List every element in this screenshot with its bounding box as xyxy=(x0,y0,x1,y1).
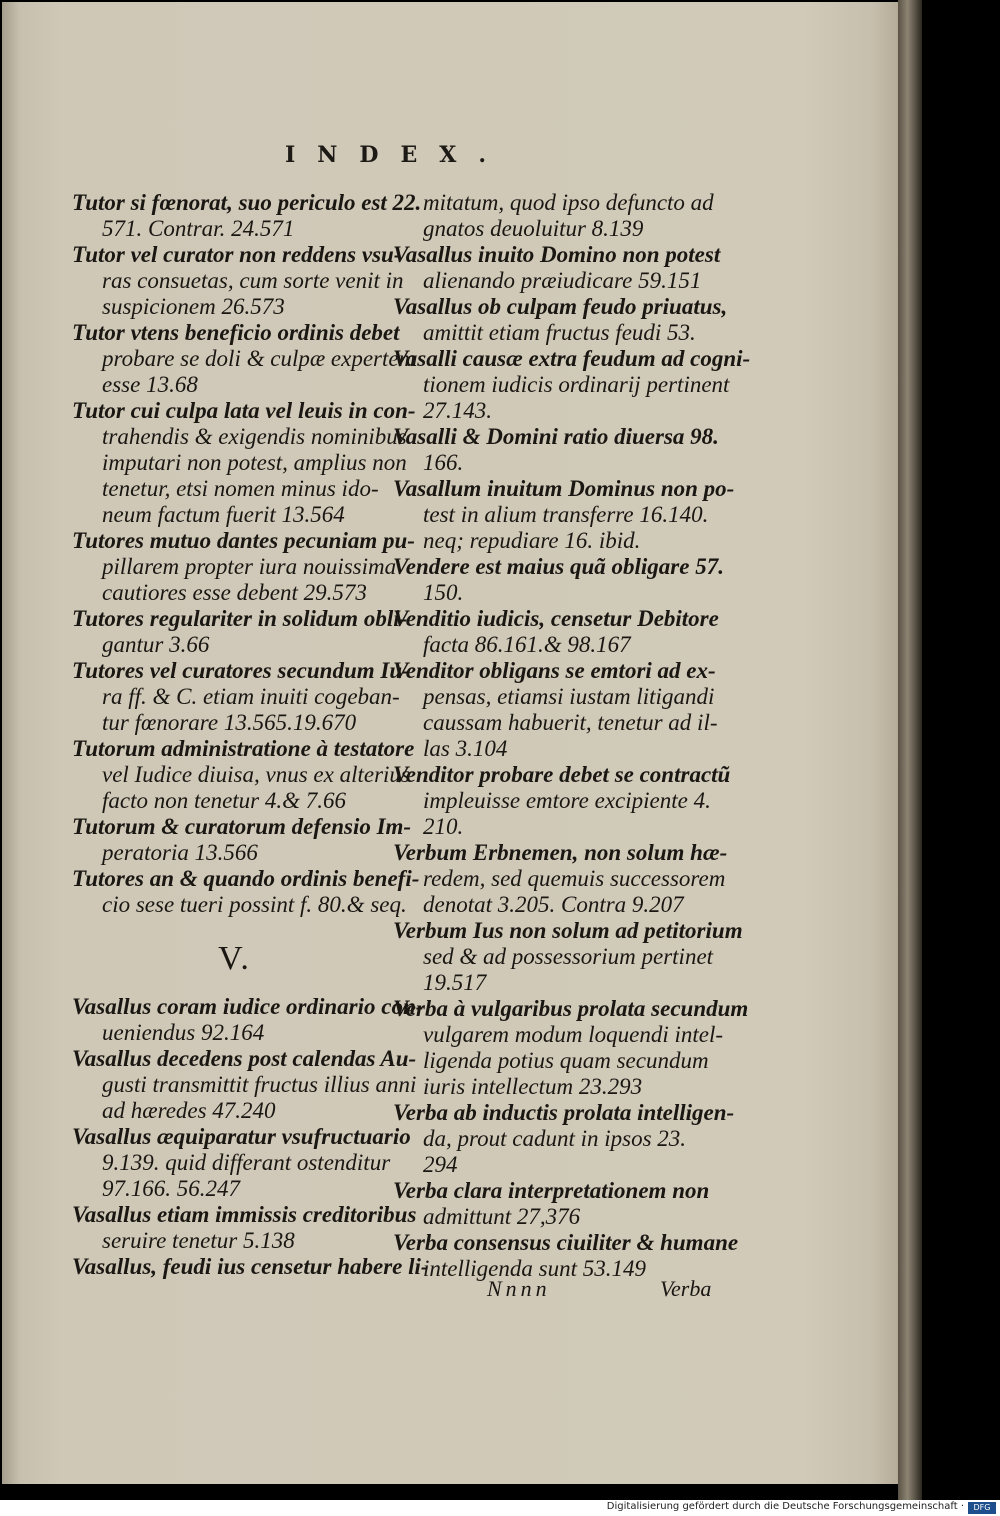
entry-line: 294 xyxy=(423,1152,458,1177)
section-letter: V. xyxy=(218,940,251,977)
entry-line: seruire tenetur 5.138 xyxy=(102,1228,295,1253)
right-entries xyxy=(393,190,751,1282)
index-entry xyxy=(72,1046,417,1124)
entry-line: cautiores esse debent 29.573 xyxy=(102,580,367,605)
entry-line: Verbum Ius non solum ad petitorium xyxy=(393,918,743,943)
index-entry xyxy=(72,606,408,658)
entry-line: neq; repudiare 16. ibid. xyxy=(423,528,641,553)
entry-line: esse 13.68 xyxy=(102,372,198,397)
footer-bar xyxy=(0,1500,1000,1516)
index-entry xyxy=(393,658,718,762)
entry-line: denotat 3.205. Contra 9.207 xyxy=(423,892,684,917)
index-entry xyxy=(72,736,415,814)
entry-line: Verba ab inductis prolata intelligen- xyxy=(393,1100,735,1125)
index-entry xyxy=(393,242,721,294)
index-entry xyxy=(393,424,719,476)
page-edge xyxy=(898,0,922,1500)
index-entry xyxy=(72,320,416,398)
entry-line: probare se doli & culpæ expertem xyxy=(102,346,416,371)
index-entry xyxy=(72,994,424,1046)
index-entry xyxy=(72,814,412,866)
entry-line: Tutores an & quando ordinis benefi- xyxy=(72,866,420,891)
entry-line: neum factum fuerit 13.564 xyxy=(102,502,345,527)
index-entry xyxy=(72,398,416,528)
entry-line: 210. xyxy=(423,814,464,839)
entry-line: Vasallus æquiparatur vsufructuario xyxy=(72,1124,411,1149)
entry-line: sed & ad possessorium pertinet xyxy=(423,944,714,969)
entry-line: Tutor vtens beneficio ordinis debet xyxy=(72,320,400,345)
entry-line: 9.139. quid differant ostenditur xyxy=(102,1150,391,1175)
entry-line: ras consuetas, cum sorte venit in xyxy=(102,268,404,293)
entry-line: trahendis & exigendis nominibus xyxy=(102,424,407,449)
index-entry xyxy=(393,1230,739,1282)
entry-line: Vasallus ob culpam feudo priuatus, xyxy=(393,294,728,319)
entry-line: vel Iudice diuisa, vnus ex alterius xyxy=(102,762,410,787)
entry-line: admittunt 27,376 xyxy=(423,1204,581,1229)
entry-line: mitatum, quod ipso defuncto ad xyxy=(423,190,714,215)
entry-line: Venditor probare debet se contractũ xyxy=(393,762,731,787)
entry-line: gusti transmittit fructus illius anni xyxy=(102,1072,417,1097)
signature-mark: Nnnn xyxy=(487,1276,551,1301)
entry-line: Tutor si fœnorat, suo periculo est 22. xyxy=(72,190,422,215)
entry-line: pensas, etiamsi iustam litigandi xyxy=(423,684,715,709)
entry-line: 27.143. xyxy=(423,398,492,423)
entry-line: tionem iudicis ordinarij pertinent xyxy=(423,372,730,397)
entry-line: las 3.104 xyxy=(423,736,508,761)
entry-line: facta 86.161.& 98.167 xyxy=(423,632,631,657)
entry-line: gantur 3.66 xyxy=(102,632,210,657)
entry-line: Vasallum inuitum Dominus non po- xyxy=(393,476,735,501)
index-entry xyxy=(393,762,731,840)
entry-line: ad hæredes 47.240 xyxy=(102,1098,276,1123)
entry-line: Vasallus, feudi ius censetur habere li- xyxy=(72,1254,429,1279)
left-entries xyxy=(72,190,422,918)
entry-line: impleuisse emtore excipiente 4. xyxy=(423,788,711,813)
entry-line: gnatos deuoluitur 8.139 xyxy=(423,216,644,241)
entry-line: suspicionem 26.573 xyxy=(102,294,285,319)
entry-line: Tutorum administratione à testatore xyxy=(72,736,415,761)
index-entry xyxy=(72,866,420,918)
entry-line: alienando præiudicare 59.151 xyxy=(423,268,702,293)
entry-line: pillarem propter iura nouissima xyxy=(102,554,397,579)
entry-line: Tutores mutuo dantes pecuniam pu- xyxy=(72,528,415,553)
dfg-logo: DFG xyxy=(968,1502,996,1514)
entry-line: Tutor vel curator non reddens vsu- xyxy=(72,242,402,267)
index-entry xyxy=(393,190,714,242)
entry-line: Vasalli & Domini ratio diuersa 98. xyxy=(393,424,719,449)
index-entry xyxy=(393,554,724,606)
entry-line: ligenda potius quam secundum xyxy=(423,1048,709,1073)
entry-line: ra ff. & C. etiam inuiti cogeban- xyxy=(102,684,400,709)
entry-line: Venditor obligans se emtori ad ex- xyxy=(393,658,716,683)
entry-line: 166. xyxy=(423,450,464,475)
index-entry xyxy=(393,1100,735,1178)
entry-line: tenetur, etsi nomen minus ido- xyxy=(102,476,379,501)
entry-line: Vasalli causæ extra feudum ad cogni- xyxy=(393,346,751,371)
entry-line: Tutorum & curatorum defensio Im- xyxy=(72,814,412,839)
entry-line: Verbum Erbnemen, non solum hæ- xyxy=(393,840,728,865)
entry-line: Vasallus inuito Domino non potest xyxy=(393,242,721,267)
entry-line: Tutores vel curatores secundum Iu- xyxy=(72,658,410,683)
left-column xyxy=(72,190,429,1280)
footer-text: Digitalisierung gefördert durch die Deutsche Forschungsgemeinschaft · xyxy=(606,1501,964,1512)
index-entry xyxy=(393,476,735,554)
index-entry xyxy=(72,1124,411,1202)
entry-line: 571. Contrar. 24.571 xyxy=(102,216,295,241)
entry-line: cio sese tueri possint f. 80.& seq. xyxy=(102,892,407,917)
entry-line: Vasallus coram iudice ordinario con- xyxy=(72,994,424,1019)
entry-line: Verba à vulgaribus prolata secundum xyxy=(393,996,749,1021)
entry-line: Vasallus decedens post calendas Au- xyxy=(72,1046,417,1071)
index-entry xyxy=(393,346,751,424)
entry-line: redem, sed quemuis successorem xyxy=(423,866,726,891)
index-entry xyxy=(72,658,410,736)
entry-line: Tutores regulariter in solidum obli- xyxy=(72,606,408,631)
index-entry xyxy=(72,242,404,320)
index-entry xyxy=(72,528,415,606)
index-entry xyxy=(393,294,728,346)
entry-line: test in alium transferre 16.140. xyxy=(423,502,709,527)
right-column xyxy=(393,190,751,1282)
left-v-entries xyxy=(72,994,429,1280)
entry-line: facto non tenetur 4.& 7.66 xyxy=(102,788,347,813)
index-entry xyxy=(393,918,743,996)
entry-line: peratoria 13.566 xyxy=(102,840,258,865)
entry-line: 97.166. 56.247 xyxy=(102,1176,240,1201)
entry-line: imputari non potest, amplius non xyxy=(102,450,407,475)
index-entry xyxy=(393,840,728,918)
catchword: Verba xyxy=(660,1276,712,1301)
index-entry xyxy=(72,1202,417,1254)
index-entry xyxy=(393,606,719,658)
entry-line: 150. xyxy=(423,580,464,605)
entry-line: vulgarem modum loquendi intel- xyxy=(423,1022,724,1047)
index-entry xyxy=(393,996,749,1100)
index-entry xyxy=(72,1254,429,1280)
entry-line: Tutor cui culpa lata vel leuis in con- xyxy=(72,398,416,423)
entry-line: amittit etiam fructus feudi 53. xyxy=(423,320,696,345)
index-entry xyxy=(393,1178,710,1230)
entry-line: da, prout cadunt in ipsos 23. xyxy=(423,1126,687,1151)
entry-line: Verba consensus ciuiliter & humane xyxy=(393,1230,739,1255)
entry-line: ueniendus 92.164 xyxy=(102,1020,265,1045)
page-header: INDEX. xyxy=(285,142,508,168)
entry-line: caussam habuerit, tenetur ad il- xyxy=(423,710,718,735)
entry-line: Vasallus etiam immissis creditoribus xyxy=(72,1202,417,1227)
entry-line: iuris intellectum 23.293 xyxy=(423,1074,643,1099)
index-entry xyxy=(72,190,422,242)
entry-line: intelligenda sunt 53.149 xyxy=(423,1256,646,1281)
entry-line: tur fœnorare 13.565.19.670 xyxy=(102,710,357,735)
entry-line: Venditio iudicis, censetur Debitore xyxy=(393,606,719,631)
entry-line: Vendere est maius quã obligare 57. xyxy=(393,554,724,579)
entry-line: 19.517 xyxy=(423,970,487,995)
entry-line: Verba clara interpretationem non xyxy=(393,1178,710,1203)
